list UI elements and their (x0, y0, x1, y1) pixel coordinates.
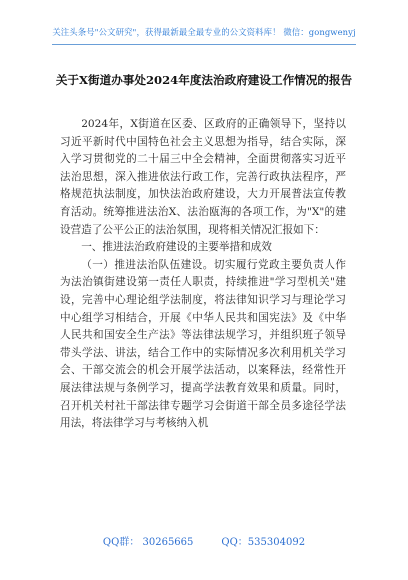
header-divider (52, 44, 356, 45)
body-paragraph: 2024年，X街道在区委、区政府的正确领导下，坚持以习近平新时代中国特色社会主义思想为指导，结合实际，深入学习贯彻党的二十届三中全会精神，全面贯彻落实习近平法治思想，深入推进依法行政工作，完善行政执法程序，严格规范执法制度，加快法治政府建设，大力开展普法宣传教育活动。统筹推进法治X、法治瓯海的各项工作，为"X"的建设营造了公平公正的法治氛围，现将相关情况汇报如下： (60, 118, 346, 236)
body-paragraph: （一）推进法治队伍建设。切实履行党政主要负责人作为法治镇街建设第一责任人职责，持续推进"学习型机关"建设，完善中心理论组学法制度，将法律知识学习与理论学习中心组学习相结合，开展《中华人民共和国宪法》及《中华人民共和国安全生产法》等法律法规学习，并组织班子领导带头学法、讲法，结合工作中的实际情况多次利用机关学习会、干部交流会的机会开展学法活动，以案释法，经常性开展法律法规与条例学习，提高学法教育效果和质量。同时，召开机关村社干部法律专题学习会街道干部全员多途径学法用法，将法律学习与考核纳入机 (60, 258, 346, 430)
document-body (60, 116, 346, 433)
section-heading: 一、推进法治政府建设的主要举措和成效 (81, 241, 272, 254)
footer-contact (0, 533, 408, 548)
header-banner: 关注头条号"公文研究"，获得最新最全最专业的公文资料库！ 微信：gongwenyj (52, 27, 356, 37)
document-title: 关于X街道办事处2024年度法治政府建设工作情况的报告 (55, 73, 353, 87)
qq-number-text: QQ：535304092 (221, 537, 306, 548)
qq-group-text: QQ群： 30265665 (102, 537, 194, 548)
